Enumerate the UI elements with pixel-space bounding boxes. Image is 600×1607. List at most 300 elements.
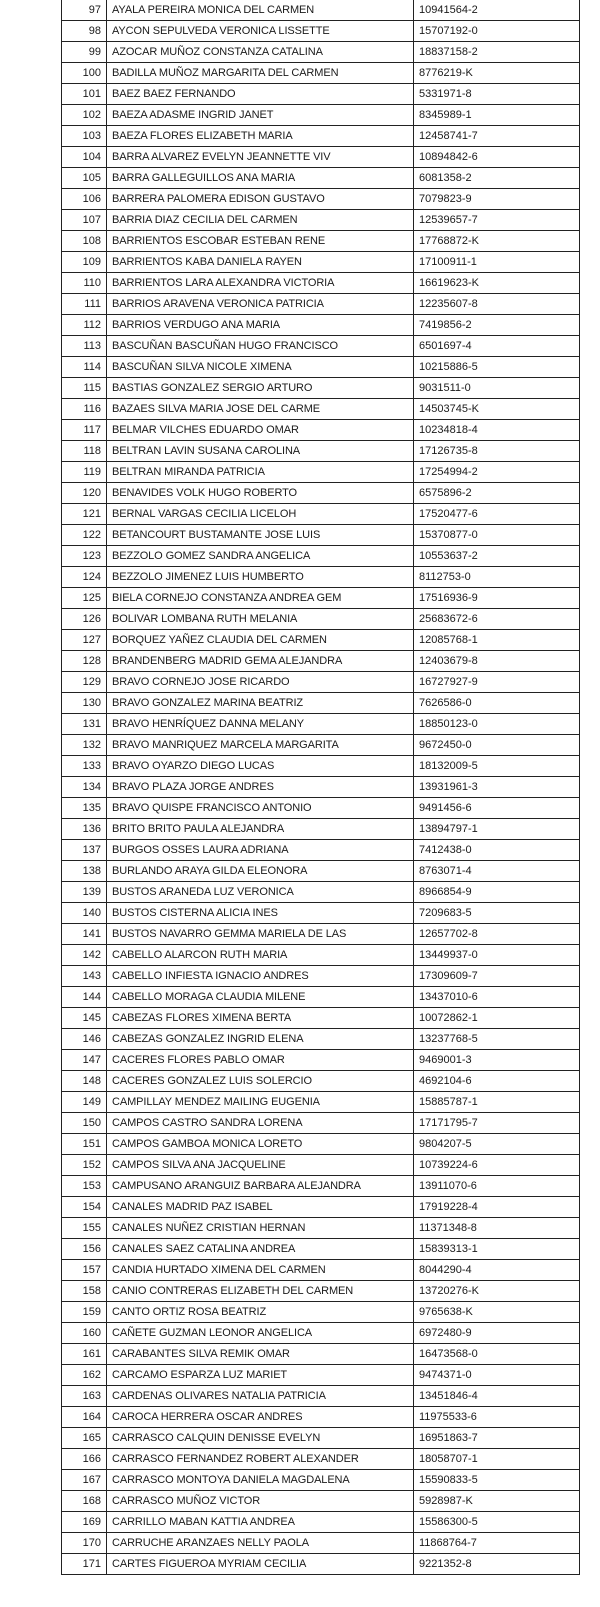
table-row	[62, 252, 580, 273]
rut-number: 9031511-0	[414, 378, 580, 399]
rut-number: 15590833-5	[414, 1470, 580, 1491]
person-name: CARRASCO CALQUIN DENISSE EVELYN	[107, 1428, 414, 1449]
row-number: 136	[62, 819, 107, 840]
row-number: 111	[62, 294, 107, 315]
row-number: 141	[62, 924, 107, 945]
row-number: 133	[62, 756, 107, 777]
row-number: 128	[62, 651, 107, 672]
row-number: 130	[62, 693, 107, 714]
row-number: 115	[62, 378, 107, 399]
row-number: 135	[62, 798, 107, 819]
row-number: 98	[62, 21, 107, 42]
rut-number: 8345989-1	[414, 105, 580, 126]
rut-number: 15839313-1	[414, 1239, 580, 1260]
table-row	[62, 777, 580, 798]
table-row	[62, 966, 580, 987]
row-number: 170	[62, 1533, 107, 1554]
person-name: CABELLO INFIESTA IGNACIO ANDRES	[107, 966, 414, 987]
table-row	[62, 315, 580, 336]
person-name: CABELLO MORAGA CLAUDIA MILENE	[107, 987, 414, 1008]
rut-number: 17520477-6	[414, 504, 580, 525]
rut-number: 7419856-2	[414, 315, 580, 336]
table-row	[62, 231, 580, 252]
rut-number: 10553637-2	[414, 546, 580, 567]
rut-number: 16727927-9	[414, 672, 580, 693]
person-name: AYALA PEREIRA MONICA DEL CARMEN	[107, 0, 414, 21]
rut-number: 15586300-5	[414, 1512, 580, 1533]
person-name: BELTRAN LAVIN SUSANA CAROLINA	[107, 441, 414, 462]
row-number: 104	[62, 147, 107, 168]
row-number: 117	[62, 420, 107, 441]
table-row	[62, 693, 580, 714]
rut-number: 13931961-3	[414, 777, 580, 798]
table-row	[62, 210, 580, 231]
roster-body	[62, 0, 580, 1575]
rut-number: 7412438-0	[414, 840, 580, 861]
row-number: 108	[62, 231, 107, 252]
table-row	[62, 294, 580, 315]
person-name: BAZAES SILVA MARIA JOSE DEL CARME	[107, 399, 414, 420]
row-number: 132	[62, 735, 107, 756]
person-name: BARRIENTOS ESCOBAR ESTEBAN RENE	[107, 231, 414, 252]
person-name: CANALES MADRID PAZ ISABEL	[107, 1197, 414, 1218]
row-number: 148	[62, 1071, 107, 1092]
table-row	[62, 0, 580, 21]
table-row	[62, 903, 580, 924]
rut-number: 17126735-8	[414, 441, 580, 462]
person-name: BADILLA MUÑOZ MARGARITA DEL CARMEN	[107, 63, 414, 84]
rut-number: 10072862-1	[414, 1008, 580, 1029]
rut-number: 12539657-7	[414, 210, 580, 231]
rut-number: 12657702-8	[414, 924, 580, 945]
rut-number: 10215886-5	[414, 357, 580, 378]
table-row	[62, 588, 580, 609]
row-number: 101	[62, 84, 107, 105]
rut-number: 13449937-0	[414, 945, 580, 966]
rut-number: 14503745-K	[414, 399, 580, 420]
row-number: 121	[62, 504, 107, 525]
rut-number: 9672450-0	[414, 735, 580, 756]
rut-number: 9804207-5	[414, 1134, 580, 1155]
table-row	[62, 336, 580, 357]
person-name: CARRASCO MUÑOZ VICTOR	[107, 1491, 414, 1512]
rut-number: 10739224-6	[414, 1155, 580, 1176]
rut-number: 16619623-K	[414, 273, 580, 294]
person-name: BELMAR VILCHES EDUARDO OMAR	[107, 420, 414, 441]
person-name: BETANCOURT BUSTAMANTE JOSE LUIS	[107, 525, 414, 546]
rut-number: 13894797-1	[414, 819, 580, 840]
person-name: CARRASCO MONTOYA DANIELA MAGDALENA	[107, 1470, 414, 1491]
row-number: 114	[62, 357, 107, 378]
table-row	[62, 1491, 580, 1512]
table-row	[62, 84, 580, 105]
rut-number: 11868764-7	[414, 1533, 580, 1554]
row-number: 140	[62, 903, 107, 924]
rut-number: 15370877-0	[414, 525, 580, 546]
row-number: 131	[62, 714, 107, 735]
person-name: CANALES SAEZ CATALINA ANDREA	[107, 1239, 414, 1260]
table-row	[62, 1029, 580, 1050]
person-name: CARTES FIGUEROA MYRIAM CECILIA	[107, 1554, 414, 1575]
table-row	[62, 126, 580, 147]
row-number: 169	[62, 1512, 107, 1533]
row-number: 165	[62, 1428, 107, 1449]
rut-number: 17768872-K	[414, 231, 580, 252]
table-row	[62, 1407, 580, 1428]
row-number: 167	[62, 1470, 107, 1491]
table-row	[62, 819, 580, 840]
row-number: 156	[62, 1239, 107, 1260]
row-number: 137	[62, 840, 107, 861]
row-number: 158	[62, 1281, 107, 1302]
rut-number: 9765638-K	[414, 1302, 580, 1323]
table-row	[62, 1449, 580, 1470]
table-row	[62, 1134, 580, 1155]
table-row	[62, 672, 580, 693]
table-row	[62, 609, 580, 630]
person-name: BURGOS OSSES LAURA ADRIANA	[107, 840, 414, 861]
person-name: BUSTOS ARANEDA LUZ VERONICA	[107, 882, 414, 903]
row-number: 168	[62, 1491, 107, 1512]
row-number: 107	[62, 210, 107, 231]
person-name: BRAVO GONZALEZ MARINA BEATRIZ	[107, 693, 414, 714]
table-row	[62, 273, 580, 294]
rut-number: 13451846-4	[414, 1386, 580, 1407]
rut-number: 17100911-1	[414, 252, 580, 273]
rut-number: 10894842-6	[414, 147, 580, 168]
table-row	[62, 1071, 580, 1092]
person-name: BAEZA FLORES ELIZABETH MARIA	[107, 126, 414, 147]
table-row	[62, 798, 580, 819]
rut-number: 25683672-6	[414, 609, 580, 630]
rut-number: 15885787-1	[414, 1092, 580, 1113]
person-name: BOLIVAR LOMBANA RUTH MELANIA	[107, 609, 414, 630]
table-row	[62, 1113, 580, 1134]
rut-number: 8112753-0	[414, 567, 580, 588]
person-name: BASCUÑAN BASCUÑAN HUGO FRANCISCO	[107, 336, 414, 357]
person-name: BURLANDO ARAYA GILDA ELEONORA	[107, 861, 414, 882]
person-name: AYCON SEPULVEDA VERONICA LISSETTE	[107, 21, 414, 42]
row-number: 119	[62, 462, 107, 483]
rut-number: 10941564-2	[414, 0, 580, 21]
person-name: BERNAL VARGAS CECILIA LICELOH	[107, 504, 414, 525]
row-number: 100	[62, 63, 107, 84]
row-number: 160	[62, 1323, 107, 1344]
person-name: CAMPILLAY MENDEZ MAILING EUGENIA	[107, 1092, 414, 1113]
row-number: 163	[62, 1386, 107, 1407]
rut-number: 5928987-K	[414, 1491, 580, 1512]
person-name: CANTO ORTIZ ROSA BEATRIZ	[107, 1302, 414, 1323]
person-name: BIELA CORNEJO CONSTANZA ANDREA GEM	[107, 588, 414, 609]
row-number: 159	[62, 1302, 107, 1323]
person-name: BRITO BRITO PAULA ALEJANDRA	[107, 819, 414, 840]
rut-number: 11975533-6	[414, 1407, 580, 1428]
row-number: 145	[62, 1008, 107, 1029]
row-number: 106	[62, 189, 107, 210]
person-name: BELTRAN MIRANDA PATRICIA	[107, 462, 414, 483]
rut-number: 9491456-6	[414, 798, 580, 819]
rut-number: 4692104-6	[414, 1071, 580, 1092]
person-name: BUSTOS CISTERNA ALICIA INES	[107, 903, 414, 924]
rut-number: 18850123-0	[414, 714, 580, 735]
table-row	[62, 1218, 580, 1239]
table-row	[62, 1512, 580, 1533]
person-name: CABELLO ALARCON RUTH MARIA	[107, 945, 414, 966]
rut-number: 16473568-0	[414, 1344, 580, 1365]
row-number: 142	[62, 945, 107, 966]
row-number: 147	[62, 1050, 107, 1071]
table-row	[62, 1323, 580, 1344]
person-name: BARRIOS ARAVENA VERONICA PATRICIA	[107, 294, 414, 315]
row-number: 166	[62, 1449, 107, 1470]
row-number: 155	[62, 1218, 107, 1239]
person-name: BRAVO QUISPE FRANCISCO ANTONIO	[107, 798, 414, 819]
row-number: 138	[62, 861, 107, 882]
rut-number: 13237768-5	[414, 1029, 580, 1050]
table-row	[62, 462, 580, 483]
person-name: CAÑETE GUZMAN LEONOR ANGELICA	[107, 1323, 414, 1344]
table-row	[62, 567, 580, 588]
rut-number: 7626586-0	[414, 693, 580, 714]
rut-number: 10234818-4	[414, 420, 580, 441]
row-number: 157	[62, 1260, 107, 1281]
person-name: BARRIA DIAZ CECILIA DEL CARMEN	[107, 210, 414, 231]
row-number: 126	[62, 609, 107, 630]
table-row	[62, 1155, 580, 1176]
person-name: CABEZAS GONZALEZ INGRID ELENA	[107, 1029, 414, 1050]
rut-number: 17919228-4	[414, 1197, 580, 1218]
person-name: CACERES FLORES PABLO OMAR	[107, 1050, 414, 1071]
rut-number: 11371348-8	[414, 1218, 580, 1239]
person-name: BAEZA ADASME INGRID JANET	[107, 105, 414, 126]
person-name: BRAVO MANRIQUEZ MARCELA MARGARITA	[107, 735, 414, 756]
row-number: 146	[62, 1029, 107, 1050]
table-row	[62, 756, 580, 777]
table-row	[62, 1092, 580, 1113]
row-number: 161	[62, 1344, 107, 1365]
rut-number: 8763071-4	[414, 861, 580, 882]
row-number: 151	[62, 1134, 107, 1155]
table-row	[62, 861, 580, 882]
table-row	[62, 1386, 580, 1407]
person-name: BRAVO PLAZA JORGE ANDRES	[107, 777, 414, 798]
rut-number: 17516936-9	[414, 588, 580, 609]
row-number: 143	[62, 966, 107, 987]
person-name: BARRIENTOS KABA DANIELA RAYEN	[107, 252, 414, 273]
rut-number: 12085768-1	[414, 630, 580, 651]
person-name: BEZZOLO GOMEZ SANDRA ANGELICA	[107, 546, 414, 567]
row-number: 113	[62, 336, 107, 357]
table-row	[62, 399, 580, 420]
table-row	[62, 378, 580, 399]
person-name: BUSTOS NAVARRO GEMMA MARIELA DE LAS	[107, 924, 414, 945]
row-number: 118	[62, 441, 107, 462]
table-row	[62, 1281, 580, 1302]
table-row	[62, 882, 580, 903]
table-row	[62, 483, 580, 504]
row-number: 154	[62, 1197, 107, 1218]
row-number: 164	[62, 1407, 107, 1428]
table-row	[62, 525, 580, 546]
roster-table	[61, 0, 580, 1575]
person-name: BAEZ BAEZ FERNANDO	[107, 84, 414, 105]
rut-number: 9221352-8	[414, 1554, 580, 1575]
person-name: AZOCAR MUÑOZ CONSTANZA CATALINA	[107, 42, 414, 63]
person-name: BARRERA PALOMERA EDISON GUSTAVO	[107, 189, 414, 210]
table-row	[62, 714, 580, 735]
rut-number: 6575896-2	[414, 483, 580, 504]
table-row	[62, 987, 580, 1008]
table-row	[62, 945, 580, 966]
table-row	[62, 1008, 580, 1029]
table-row	[62, 1197, 580, 1218]
row-number: 152	[62, 1155, 107, 1176]
person-name: CARABANTES SILVA REMIK OMAR	[107, 1344, 414, 1365]
row-number: 171	[62, 1554, 107, 1575]
table-row	[62, 63, 580, 84]
table-row	[62, 1260, 580, 1281]
person-name: BARRA ALVAREZ EVELYN JEANNETTE VIV	[107, 147, 414, 168]
rut-number: 16951863-7	[414, 1428, 580, 1449]
table-row	[62, 1176, 580, 1197]
row-number: 112	[62, 315, 107, 336]
table-row	[62, 1344, 580, 1365]
rut-number: 8966854-9	[414, 882, 580, 903]
person-name: BARRIENTOS LARA ALEXANDRA VICTORIA	[107, 273, 414, 294]
rut-number: 6972480-9	[414, 1323, 580, 1344]
person-name: BRAVO CORNEJO JOSE RICARDO	[107, 672, 414, 693]
table-row	[62, 189, 580, 210]
rut-number: 12403679-8	[414, 651, 580, 672]
table-row	[62, 735, 580, 756]
rut-number: 6081358-2	[414, 168, 580, 189]
table-row	[62, 420, 580, 441]
table-row	[62, 924, 580, 945]
row-number: 149	[62, 1092, 107, 1113]
table-row	[62, 1302, 580, 1323]
table-row	[62, 630, 580, 651]
rut-number: 5331971-8	[414, 84, 580, 105]
rut-number: 12235607-8	[414, 294, 580, 315]
row-number: 116	[62, 399, 107, 420]
table-row	[62, 651, 580, 672]
person-name: CAMPUSANO ARANGUIZ BARBARA ALEJANDRA	[107, 1176, 414, 1197]
rut-number: 13437010-6	[414, 987, 580, 1008]
table-row	[62, 1239, 580, 1260]
table-row	[62, 21, 580, 42]
row-number: 105	[62, 168, 107, 189]
person-name: BASTIAS GONZALEZ SERGIO ARTURO	[107, 378, 414, 399]
person-name: CABEZAS FLORES XIMENA BERTA	[107, 1008, 414, 1029]
person-name: CAROCA HERRERA OSCAR ANDRES	[107, 1407, 414, 1428]
rut-number: 7079823-9	[414, 189, 580, 210]
table-row	[62, 1365, 580, 1386]
table-row	[62, 1470, 580, 1491]
person-name: BEZZOLO JIMENEZ LUIS HUMBERTO	[107, 567, 414, 588]
person-name: CACERES GONZALEZ LUIS SOLERCIO	[107, 1071, 414, 1092]
person-name: CAMPOS CASTRO SANDRA LORENA	[107, 1113, 414, 1134]
rut-number: 7209683-5	[414, 903, 580, 924]
person-name: CAMPOS SILVA ANA JACQUELINE	[107, 1155, 414, 1176]
table-row	[62, 357, 580, 378]
person-name: BORQUEZ YAÑEZ CLAUDIA DEL CARMEN	[107, 630, 414, 651]
row-number: 103	[62, 126, 107, 147]
table-row	[62, 1533, 580, 1554]
person-name: BASCUÑAN SILVA NICOLE XIMENA	[107, 357, 414, 378]
person-name: CARRUCHE ARANZAES NELLY PAOLA	[107, 1533, 414, 1554]
rut-number: 18058707-1	[414, 1449, 580, 1470]
row-number: 150	[62, 1113, 107, 1134]
row-number: 127	[62, 630, 107, 651]
table-row	[62, 840, 580, 861]
person-name: BARRIOS VERDUGO ANA MARIA	[107, 315, 414, 336]
person-name: CARCAMO ESPARZA LUZ MARIET	[107, 1365, 414, 1386]
table-row	[62, 504, 580, 525]
row-number: 144	[62, 987, 107, 1008]
person-name: CARDENAS OLIVARES NATALIA PATRICIA	[107, 1386, 414, 1407]
rut-number: 9469001-3	[414, 1050, 580, 1071]
row-number: 122	[62, 525, 107, 546]
person-name: CARRILLO MABAN KATTIA ANDREA	[107, 1512, 414, 1533]
table-row	[62, 1428, 580, 1449]
row-number: 120	[62, 483, 107, 504]
person-name: BRAVO OYARZO DIEGO LUCAS	[107, 756, 414, 777]
rut-number: 9474371-0	[414, 1365, 580, 1386]
row-number: 109	[62, 252, 107, 273]
person-name: CAMPOS GAMBOA MONICA LORETO	[107, 1134, 414, 1155]
rut-number: 17309609-7	[414, 966, 580, 987]
person-name: BRANDENBERG MADRID GEMA ALEJANDRA	[107, 651, 414, 672]
person-name: CANDIA HURTADO XIMENA DEL CARMEN	[107, 1260, 414, 1281]
row-number: 110	[62, 273, 107, 294]
rut-number: 17171795-7	[414, 1113, 580, 1134]
table-row	[62, 441, 580, 462]
row-number: 102	[62, 105, 107, 126]
row-number: 139	[62, 882, 107, 903]
row-number: 134	[62, 777, 107, 798]
rut-number: 17254994-2	[414, 462, 580, 483]
rut-number: 6501697-4	[414, 336, 580, 357]
row-number: 97	[62, 0, 107, 21]
rut-number: 8776219-K	[414, 63, 580, 84]
table-row	[62, 1554, 580, 1575]
table-row	[62, 546, 580, 567]
person-name: CANALES NUÑEZ CRISTIAN HERNAN	[107, 1218, 414, 1239]
row-number: 153	[62, 1176, 107, 1197]
table-row	[62, 147, 580, 168]
table-row	[62, 1050, 580, 1071]
row-number: 124	[62, 567, 107, 588]
table-row	[62, 168, 580, 189]
person-name: BRAVO HENRÍQUEZ DANNA MELANY	[107, 714, 414, 735]
rut-number: 12458741-7	[414, 126, 580, 147]
table-row	[62, 42, 580, 63]
rut-number: 8044290-4	[414, 1260, 580, 1281]
rut-number: 13720276-K	[414, 1281, 580, 1302]
table-row	[62, 105, 580, 126]
row-number: 123	[62, 546, 107, 567]
row-number: 125	[62, 588, 107, 609]
person-name: BENAVIDES VOLK HUGO ROBERTO	[107, 483, 414, 504]
rut-number: 18132009-5	[414, 756, 580, 777]
rut-number: 18837158-2	[414, 42, 580, 63]
person-name: CARRASCO FERNANDEZ ROBERT ALEXANDER	[107, 1449, 414, 1470]
rut-number: 13911070-6	[414, 1176, 580, 1197]
person-name: BARRA GALLEGUILLOS ANA MARIA	[107, 168, 414, 189]
row-number: 162	[62, 1365, 107, 1386]
rut-number: 15707192-0	[414, 21, 580, 42]
person-name: CANIO CONTRERAS ELIZABETH DEL CARMEN	[107, 1281, 414, 1302]
